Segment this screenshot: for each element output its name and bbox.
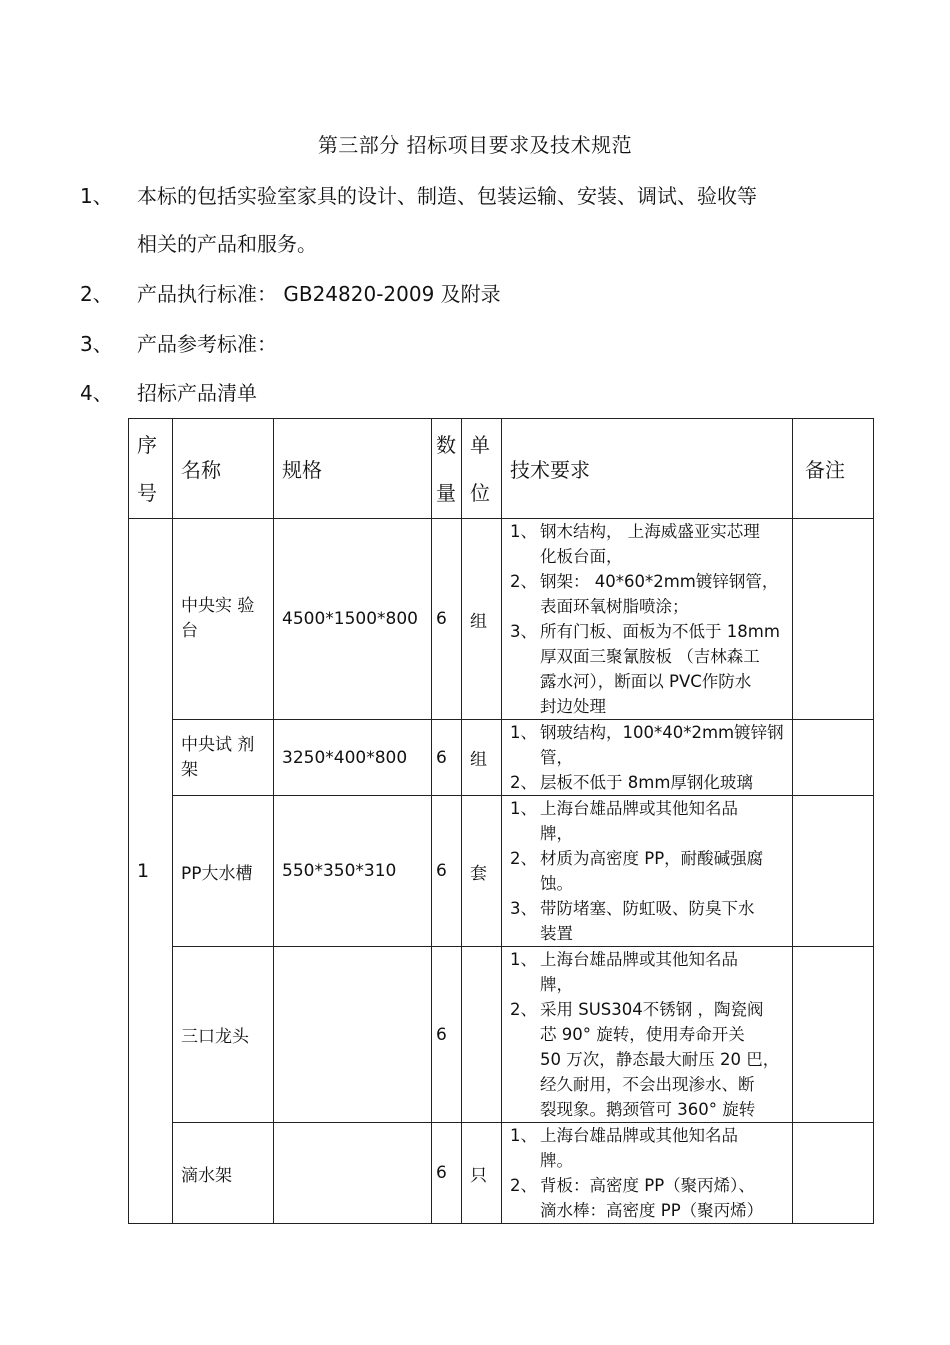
- table-row: [129, 519, 874, 720]
- header-qty: [432, 419, 462, 519]
- qty-cell: 6: [432, 947, 462, 1123]
- tech-line: 装置: [540, 924, 573, 943]
- name-line: 中央试 剂: [181, 734, 255, 755]
- header-spec: 规格: [274, 419, 432, 519]
- unit-cell: 组: [462, 519, 502, 720]
- tech-point: [510, 1173, 792, 1223]
- qty-cell: 6: [432, 1123, 462, 1224]
- table-row: [129, 796, 874, 947]
- unit-cell: [462, 947, 502, 1123]
- tech-line: 采用 SUS304不锈钢 ，陶瓷阀: [540, 1000, 764, 1019]
- tech-line: 蚀。: [540, 874, 573, 893]
- section-heading: 第三部分 招标项目要求及技术规范: [317, 133, 633, 157]
- header-tech: 技术要求: [502, 419, 793, 519]
- tech-line: 带防堵塞、防虹吸、防臭下水: [540, 899, 755, 918]
- header-qty-char: 量: [436, 480, 456, 505]
- tech-point: [510, 947, 792, 997]
- table-header-row: [129, 419, 874, 519]
- qty-cell: 6: [432, 519, 462, 720]
- tech-line: 上海台雄品牌或其他知名品: [540, 799, 738, 818]
- tech-point: [510, 796, 792, 846]
- tech-point: [510, 846, 792, 896]
- tech-line: 管，: [540, 748, 573, 767]
- item-text-line: 本标的包括实验室家具的设计、制造、包装运输、安装、调试、验收等: [137, 184, 757, 208]
- item-text: 产品参考标准：: [137, 332, 277, 356]
- item-number: 1、: [80, 184, 113, 208]
- header-seq-char: 号: [137, 480, 157, 505]
- name-cell: 三口龙头: [173, 947, 274, 1123]
- header-note: 备注: [793, 419, 874, 519]
- tech-point-number: 1、: [510, 799, 537, 818]
- tech-point-number: 3、: [510, 622, 537, 641]
- tech-point-number: 3、: [510, 899, 537, 918]
- tech-point: [510, 519, 792, 569]
- tech-point-number: 1、: [510, 950, 537, 969]
- note-cell: [793, 1123, 874, 1224]
- header-qty-char: 数: [436, 432, 456, 457]
- spec-cell: 3250*400*800: [274, 720, 432, 796]
- tech-cell: [502, 947, 793, 1123]
- tech-line: 化板台面，: [540, 547, 623, 566]
- tech-cell: [502, 519, 793, 720]
- tech-line: 滴水棒：高密度 PP（聚丙烯）: [540, 1201, 764, 1220]
- tech-line: 50 万次，静态最大耐压 20 巴，: [540, 1050, 780, 1069]
- tech-line: 表面环氧树脂喷涂；: [540, 597, 689, 616]
- unit-cell: 只: [462, 1123, 502, 1224]
- tech-line: 材质为高密度 PP，耐酸碱强腐: [540, 849, 764, 868]
- name-line: 架: [181, 759, 198, 780]
- tech-cell: [502, 1123, 793, 1224]
- item-number: 4、: [80, 381, 113, 405]
- tech-line: 厚双面三聚氰胺板 （吉林森工: [540, 647, 760, 666]
- item-number: 2、: [80, 282, 113, 306]
- header-seq-char: 序: [137, 432, 157, 457]
- header-unit-char: 单: [470, 432, 490, 457]
- tech-line: 牌。: [540, 1151, 573, 1170]
- header-seq: [129, 419, 173, 519]
- tech-point: [510, 997, 792, 1122]
- name-cell: [173, 720, 274, 796]
- tech-line: 芯 90° 旋转，使用寿命开关: [540, 1025, 745, 1044]
- tech-point: [510, 569, 792, 619]
- table-row: [129, 947, 874, 1123]
- item-number: 3、: [80, 332, 113, 356]
- note-cell: [793, 519, 874, 720]
- tech-point-number: 1、: [510, 723, 537, 742]
- tech-point-number: 1、: [510, 522, 537, 541]
- name-cell: PP大水槽: [173, 796, 274, 947]
- tech-line: 上海台雄品牌或其他知名品: [540, 1126, 738, 1145]
- name-line: 中央实 验: [181, 596, 255, 616]
- note-cell: [793, 796, 874, 947]
- tech-cell: [502, 720, 793, 796]
- spec-cell: [274, 947, 432, 1123]
- tech-point-number: 2、: [510, 572, 537, 591]
- item-text: 产品执行标准： GB24820-2009 及附录: [137, 282, 501, 306]
- group-seq-cell: 1: [129, 519, 173, 1224]
- tech-line: 露水河），断面以 PVC作防水: [540, 672, 752, 691]
- tech-line: 经久耐用，不会出现渗水、断: [540, 1075, 755, 1094]
- item-text: [137, 172, 757, 268]
- product-list-table: [128, 418, 874, 1224]
- tech-line: 钢木结构， 上海威盛亚实芯理: [540, 522, 760, 541]
- item-text: 招标产品清单: [137, 381, 257, 405]
- unit-cell: 组: [462, 720, 502, 796]
- name-cell: [173, 519, 274, 720]
- spec-cell: [274, 1123, 432, 1224]
- tech-point-number: 2、: [510, 849, 537, 868]
- item-text-line: 相关的产品和服务。: [137, 232, 317, 256]
- tech-cell: [502, 796, 793, 947]
- tech-point-number: 2、: [510, 1000, 537, 1019]
- tech-line: 裂现象。鹅颈管可 360° 旋转: [540, 1100, 756, 1119]
- tech-line: 层板不低于 8mm厚钢化玻璃: [540, 773, 753, 792]
- tech-line: 牌，: [540, 975, 573, 994]
- name-cell: 滴水架: [173, 1123, 274, 1224]
- header-unit-char: 位: [470, 480, 490, 505]
- tech-line: 钢架： 40*60*2mm镀锌钢管，: [540, 572, 779, 591]
- tech-point-number: 2、: [510, 773, 537, 792]
- tech-line: 背板：高密度 PP（聚丙烯）、: [540, 1176, 755, 1195]
- tech-point: [510, 720, 792, 770]
- note-cell: [793, 947, 874, 1123]
- tech-point: [510, 896, 792, 946]
- tech-point: [510, 619, 792, 719]
- table-row: [129, 1123, 874, 1224]
- unit-cell: 套: [462, 796, 502, 947]
- tech-point: [510, 770, 792, 795]
- spec-cell: 4500*1500*800: [274, 519, 432, 720]
- qty-cell: 6: [432, 796, 462, 947]
- name-line: 台: [181, 621, 198, 641]
- header-unit: [462, 419, 502, 519]
- header-name: 名称: [173, 419, 274, 519]
- tech-line: 钢玻结构，100*40*2mm镀锌钢: [540, 723, 784, 742]
- tech-point: [510, 1123, 792, 1173]
- qty-cell: 6: [432, 720, 462, 796]
- note-cell: [793, 720, 874, 796]
- table-row: [129, 720, 874, 796]
- tech-point-number: 1、: [510, 1126, 537, 1145]
- tech-line: 上海台雄品牌或其他知名品: [540, 950, 738, 969]
- tech-line: 牌，: [540, 824, 573, 843]
- tech-line: 所有门板、面板为不低于 18mm: [540, 622, 780, 641]
- tech-line: 封边处理: [540, 697, 606, 716]
- tech-point-number: 2、: [510, 1176, 537, 1195]
- spec-cell: 550*350*310: [274, 796, 432, 947]
